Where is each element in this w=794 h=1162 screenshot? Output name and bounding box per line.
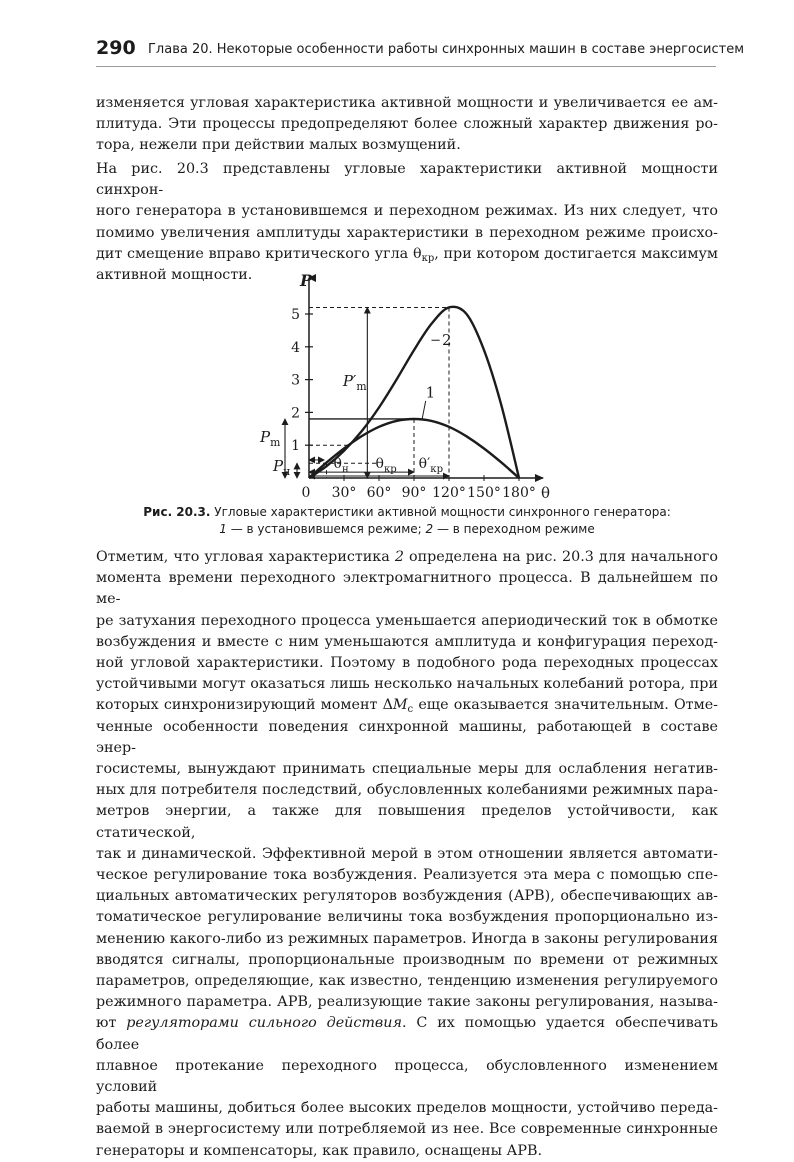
x-axis-label: θ bbox=[541, 484, 551, 502]
text-line: менению какого-либо из режимных параметров. Иногда в законы регулирования bbox=[96, 930, 718, 947]
x-tick-label: 30° bbox=[331, 485, 357, 501]
caption-label: Рис. 20.3. bbox=[143, 505, 211, 519]
text-line: ют регуляторами сильного действия. С их помощью удается обеспечивать более bbox=[96, 1015, 718, 1053]
text-line: Отметим, что угловая характеристика 2 определена на рис. 20.3 для начального bbox=[96, 549, 718, 565]
caption-line-2: 1 — в установившемся режиме; 2 — в переходном режиме bbox=[219, 522, 595, 536]
text-line: дит смещение вправо критического угла $\theta_{кр}$, при котором достигается максимум bbox=[96, 245, 718, 264]
x-tick-label: 180° bbox=[502, 485, 536, 501]
curve1-leader bbox=[422, 401, 426, 419]
text-line: На рис. 20.3 представлены угловые характеристики активной мощности синхрон- bbox=[96, 161, 718, 199]
text-line: активной мощности. bbox=[96, 267, 253, 284]
y-tick-label: 1 bbox=[291, 438, 300, 455]
text-line: ченные особенности поведения синхронной машины, работающей в составе энер- bbox=[96, 718, 718, 756]
text-line: ных для потребителя последствий, обусловленных колебаниями режимных пара- bbox=[96, 782, 718, 799]
paragraph-1 bbox=[96, 93, 718, 157]
text-line: ной угловой характеристики. Поэтому в подобного рода переходных процессах bbox=[96, 655, 718, 672]
text-line: ре затухания переходного процесса уменьшается апериодический ток в обмотке bbox=[96, 612, 718, 629]
y-axis-label: P bbox=[300, 271, 313, 290]
text-line: томатическое регулирование величины тока возбуждения пропорционально из- bbox=[96, 909, 718, 926]
figure-caption bbox=[96, 504, 718, 538]
x-tick-label: 120° bbox=[432, 485, 466, 501]
theta-kr-label: $\theta_{кр}$ bbox=[375, 456, 397, 476]
text-line: так и динамической. Эффективной мерой в этом отношении является автомати- bbox=[96, 845, 718, 862]
text-line: тора, нежели при действии малых возмущений. bbox=[96, 137, 461, 154]
x-tick-label: 150° bbox=[467, 485, 501, 501]
text-line: циальных автоматических регуляторов возбуждения (АРВ), обеспечивающих ав- bbox=[96, 888, 718, 905]
text-line: генераторы и компенсаторы, как правило, оснащены АРВ. bbox=[96, 1142, 543, 1159]
text-line: возбуждения и вместе с ним уменьшаются амплитуда и конфигурация переход- bbox=[96, 633, 718, 650]
text-line: ного генератора в установившемся и переходном режимах. Из них следует, что bbox=[96, 203, 718, 220]
y-tick-label: 5 bbox=[291, 307, 300, 323]
chapter-title: Глава 20. Некоторые особенности работы синхронных машин в составе энергосистем bbox=[148, 42, 745, 57]
text-line: помимо увеличения амплитуды характеристики в переходном режиме происхо- bbox=[96, 224, 718, 241]
caption-line-1 bbox=[96, 504, 718, 521]
text-line: ческое регулирование тока возбуждения. Реализуется эта мера с помощью спе- bbox=[96, 867, 718, 884]
y-tick-label: 4 bbox=[291, 339, 300, 356]
x-tick-label: 60° bbox=[366, 485, 392, 501]
text-line: плитуда. Эти процессы предопределяют более сложный характер движения ро- bbox=[96, 116, 718, 133]
figure-20-3 bbox=[258, 268, 558, 508]
text-line: вводятся сигналы, пропорциональные производным по времени от режимных bbox=[96, 951, 718, 968]
curve-1-label: 1 bbox=[425, 383, 436, 402]
running-header bbox=[96, 34, 745, 67]
text-line: работы машины, добиться более высоких пределов мощности, устойчиво переда- bbox=[96, 1100, 718, 1117]
text-line: устойчивыми могут оказаться лишь несколько начальных колебаний ротора, при bbox=[96, 676, 718, 693]
text-line: изменяется угловая характеристика активной мощности и увеличивается ее ам- bbox=[96, 95, 718, 111]
text-line: госистемы, вынуждают принимать специальные меры для ослабления негатив- bbox=[96, 761, 718, 778]
theta-n-label: $\theta_н$ bbox=[333, 456, 349, 476]
y-tick-label: 2 bbox=[291, 405, 300, 422]
x-tick-label: 0 bbox=[301, 485, 311, 501]
text-line: метров энергии, а также для повышения пределов устойчивости, как статической, bbox=[96, 803, 718, 841]
pmp-label: $P'_m$ bbox=[342, 372, 367, 394]
paragraph-3 bbox=[96, 547, 718, 1162]
x-tick-label: 90° bbox=[401, 485, 427, 501]
text-line: плавное протекание переходного процесса, обусловленного изменением условий bbox=[96, 1057, 718, 1096]
power-angle-chart bbox=[258, 268, 558, 508]
text-line: параметров, определяющие, как известно, тенденцию изменения регулируемого bbox=[96, 973, 718, 990]
text-line: которых синхронизирующий момент $\Delta M_с$ еще оказывается значительным. Отме- bbox=[96, 697, 718, 716]
text-line: момента времени переходного электромагнитного процесса. В дальнейшем по ме- bbox=[96, 570, 718, 608]
text-line: ваемой в энергосистему или потребляемой из нее. Все современные синхронные bbox=[96, 1121, 718, 1138]
theta-krp-label: $\theta'_{кр}$ bbox=[418, 456, 444, 476]
pm-label: $P_m$ bbox=[260, 427, 281, 449]
pn-label: $P_н$ bbox=[273, 456, 291, 478]
text-line: режимного параметра. АРВ, реализующие такие законы регулирования, называ- bbox=[96, 994, 718, 1011]
caption-text: Угловые характеристики активной мощности синхронного генератора: bbox=[210, 505, 671, 519]
page-number: 290 bbox=[96, 37, 136, 59]
curve-2-label: 2 bbox=[442, 331, 452, 350]
y-tick-label: 3 bbox=[291, 372, 300, 389]
